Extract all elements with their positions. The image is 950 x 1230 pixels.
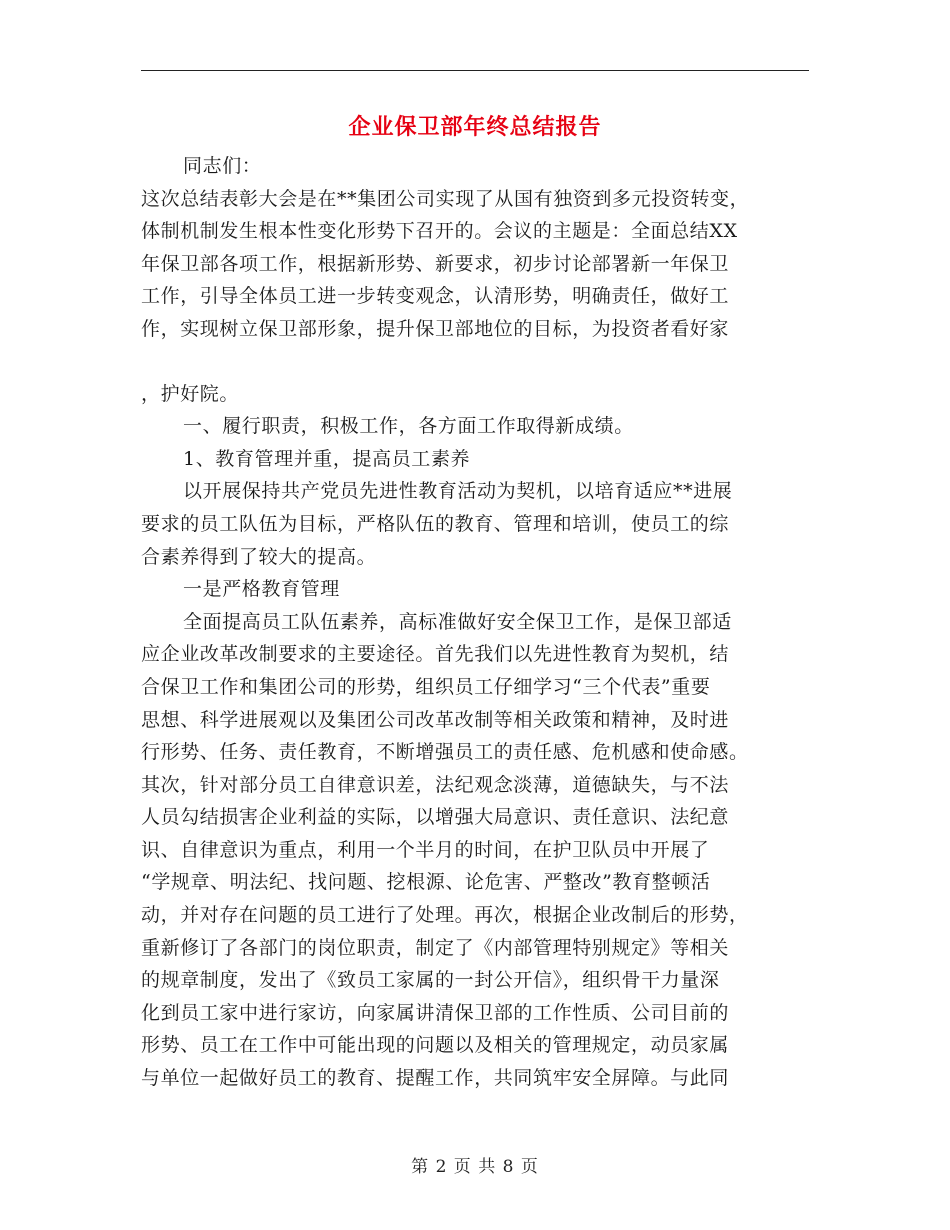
paragraph-line: 其次，针对部分员工自律意识差，法纪观念淡薄，道德缺失，与不法 xyxy=(141,773,730,796)
paragraph-line: 以开展保持共产党员先进性教育活动为契机，以培育适应**进展 xyxy=(183,480,733,503)
paragraph-line: 年保卫部各项工作，根据新形势、新要求，初步讨论部署新一年保卫 xyxy=(141,252,730,275)
paragraph-line: 人员勾结损害企业利益的实际，以增强大局意识、责任意识、法纪意 xyxy=(141,806,730,829)
paragraph-line: 合素养得到了较大的提高。 xyxy=(141,545,377,568)
paragraph-line: 动，并对存在问题的员工进行了处理。再次，根据企业改制后的形势， xyxy=(141,904,749,927)
page-number: 第 2 页 共 8 页 xyxy=(411,1157,539,1177)
paragraph-line: 化到员工家中进行家访，向家属讲清保卫部的工作性质、公司目前的 xyxy=(141,1001,730,1024)
paragraph-line: 应企业改革改制要求的主要途径。首先我们以先进性教育为契机，结 xyxy=(141,643,730,666)
document-title: 企业保卫部年终总结报告 xyxy=(348,114,602,140)
paragraph-line: 这次总结表彰大会是在**集团公司实现了从国有独资到多元投资转变， xyxy=(141,187,750,210)
paragraph-line: 作，实现树立保卫部形象，提升保卫部地位的目标，为投资者看好家 xyxy=(141,317,730,340)
paragraph-line: 识、自律意识为重点，利用一个半月的时间，在护卫队员中开展了 xyxy=(141,838,710,861)
salutation: 同志们： xyxy=(183,155,262,177)
section-heading: 一、履行职责，积极工作，各方面工作取得新成绩。 xyxy=(183,415,634,438)
paragraph-line: 行形势、任务、责任教育，不断增强员工的责任感、危机感和使命感。 xyxy=(141,741,749,764)
paragraph-line: 全面提高员工队伍素养，高标准做好安全保卫工作，是保卫部适 xyxy=(183,610,732,633)
paragraph-line: “学规章、明法纪、找问题、挖根源、论危害、严整改”教育整顿活 xyxy=(141,871,711,894)
header-rule xyxy=(141,70,809,71)
paragraph-line: 要求的员工队伍为目标，严格队伍的教育、管理和培训，使员工的综 xyxy=(141,512,730,535)
document-body xyxy=(141,150,809,1095)
paragraph-gap xyxy=(141,346,809,378)
paragraph-line: 重新修订了各部门的岗位职责，制定了《内部管理特别规定》等相关 xyxy=(141,936,730,959)
paragraph-line: ，护好院。 xyxy=(141,382,240,405)
paragraph-line: 合保卫工作和集团公司的形势，组织员工仔细学习“三个代表”重要 xyxy=(141,675,711,698)
paragraph-line: 体制机制发生根本性变化形势下召开的。会议的主题是：全面总结XX xyxy=(141,220,738,243)
paragraph-line: 与单位一起做好员工的教育、提醒工作，共同筑牢安全屏障。与此同 xyxy=(141,1067,730,1090)
paragraph-line: 工作，引导全体员工进一步转变观念，认清形势，明确责任，做好工 xyxy=(141,285,730,308)
subsection-heading: 1、教育管理并重，提高员工素养 xyxy=(183,447,471,470)
paragraph-line: 思想、科学进展观以及集团公司改革改制等相关政策和精神，及时进 xyxy=(141,708,730,731)
paragraph-line: 形势、员工在工作中可能出现的问题以及相关的管理规定，动员家属 xyxy=(141,1034,730,1057)
paragraph-line: 的规章制度，发出了《致员工家属的一封公开信》，组织骨干力量深 xyxy=(141,969,720,992)
item-heading: 一是严格教育管理 xyxy=(183,578,340,601)
